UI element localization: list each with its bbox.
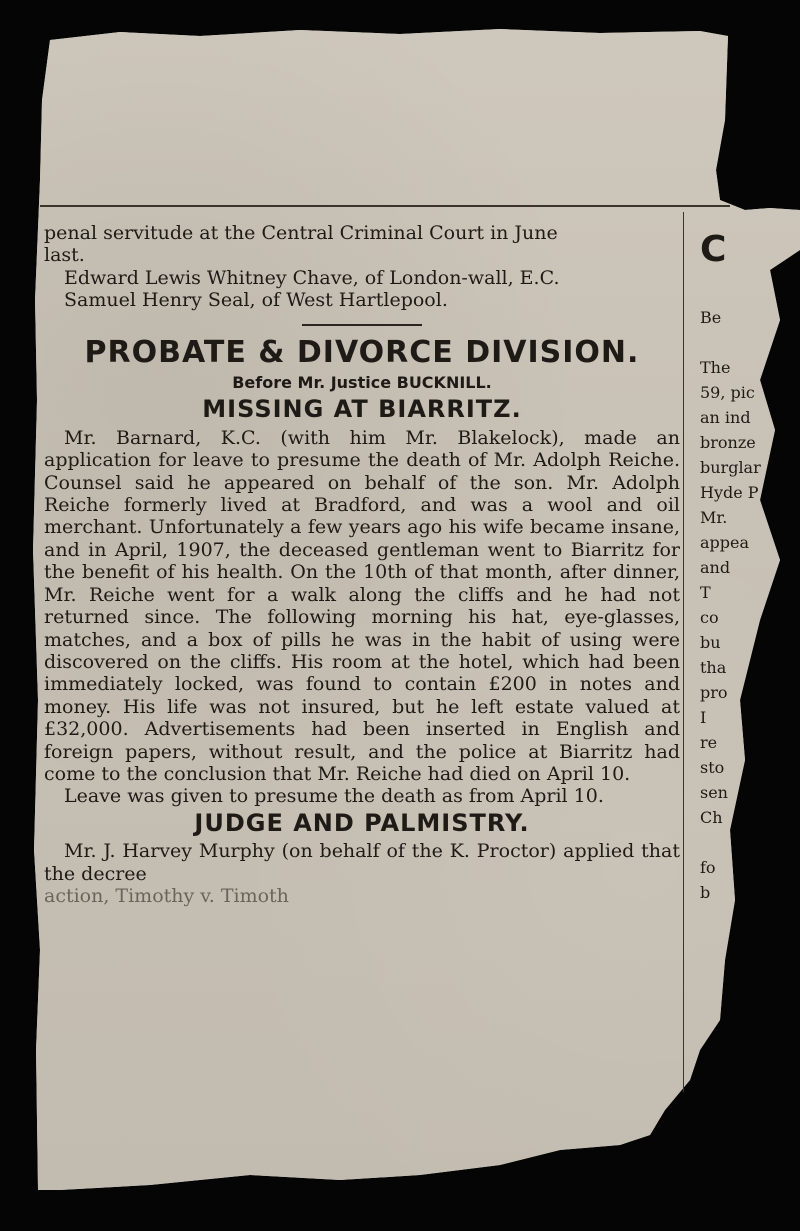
side-line: appea [700, 533, 750, 552]
side-line: T [700, 583, 711, 602]
judge-line: Before Mr. Justice BUCKNILL. [232, 373, 492, 393]
column-divider [683, 212, 684, 1092]
side-line: bronze [700, 433, 756, 452]
name-line-2: Samuel Henry Seal, of West Hartlepool. [64, 289, 448, 312]
side-line [700, 280, 780, 305]
case1-paragraph-2: Leave was given to presume the death as from April 10. [64, 785, 604, 808]
case1-heading: MISSING AT BIARRITZ. [202, 395, 522, 424]
side-line: and [700, 558, 731, 577]
side-line: pro [700, 683, 728, 702]
case2-heading: JUDGE AND PALMISTRY. [194, 808, 530, 837]
side-lines [700, 280, 780, 905]
case2-paragraph-1: Mr. J. Harvey Murphy (on behalf of the K. Proctor) applied that the decree [44, 840, 680, 885]
side-line: fo [700, 858, 716, 877]
main-column [44, 222, 680, 907]
intro-line-2: last. [44, 244, 85, 267]
side-line: bu [700, 633, 721, 652]
side-line [700, 330, 780, 355]
side-line: The [700, 358, 731, 377]
intro-line-1: penal servitude at the Central Criminal Court in June [44, 222, 558, 244]
side-line: co [700, 608, 719, 627]
side-line: re [700, 733, 718, 752]
side-line: Hyde P [700, 483, 759, 502]
case2-fragment: action, Timothy v. Timoth [44, 884, 289, 907]
case1-paragraph-1: Mr. Barnard, K.C. (with him Mr. Blakelock), made an application for leave to presume the death of Mr. Adolph Reiche. Counsel said he appeared on behalf of the son. Mr. Adolph Reiche formerly lived at Bradford, and was a wool and oil merchant. Unfortunately a few years ago his wife became insane, and in April, 1907, the deceased gentleman went to Biarritz for the benefit of his health. On the 10th of that month, after dinner, Mr. Reiche went for a walk along the cliffs and he had not returned since. The following morning his hat, eye-glasses, matches, and a box of pills he was in the habit of using were discovered on the cliffs. His room at the hotel, which had been immediately locked, was found to contain £200 in notes and money. His life was not insured, but he left estate valued at £32,000. Advertisements had been inserted in English and foreign papers, without result, and the police at Biarritz had come to the conclusion that Mr. Reiche had died on April 10. [44, 426, 680, 785]
side-big-letter: C [700, 229, 727, 270]
adjacent-column-fragment [700, 220, 780, 905]
side-line [700, 830, 780, 855]
side-line: sto [700, 758, 725, 777]
side-line: Be [700, 308, 722, 327]
column-top-rule [40, 205, 730, 207]
side-line: b [700, 883, 711, 902]
name-line-1: Edward Lewis Whitney Chave, of London-wall, E.C. [64, 266, 560, 289]
side-line: 59, pic [700, 383, 755, 402]
section-heading: PROBATE & DIVORCE DIVISION. [84, 334, 640, 370]
side-line: an ind [700, 408, 751, 427]
side-line: Ch [700, 808, 723, 827]
side-line: tha [700, 658, 727, 677]
side-line: I [700, 708, 707, 727]
side-line: sen [700, 783, 728, 802]
side-line: Mr. [700, 508, 728, 527]
section-rule [302, 324, 422, 326]
side-line: burglar [700, 458, 761, 477]
